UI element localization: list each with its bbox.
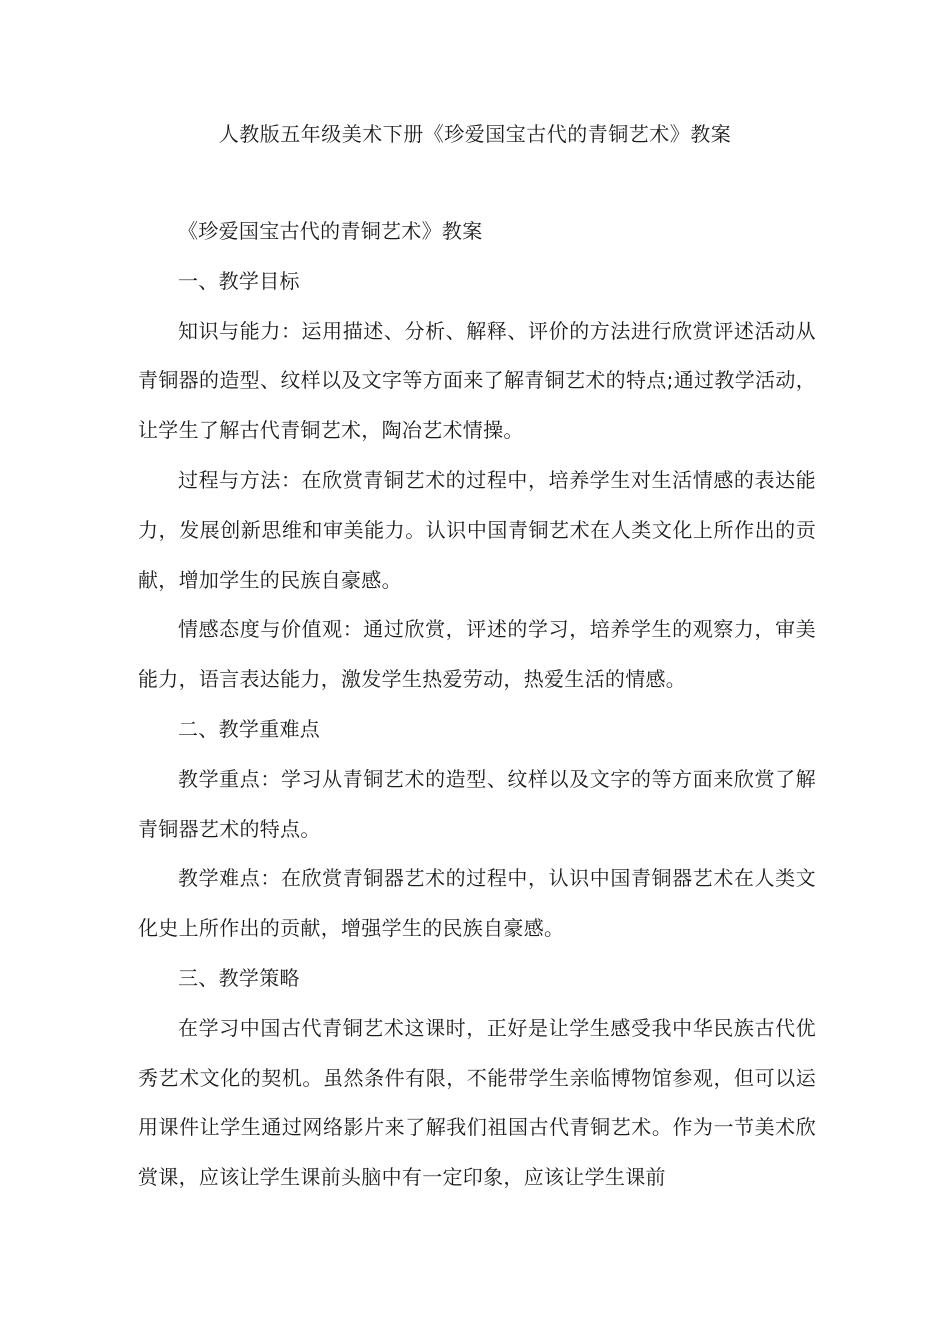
section-heading-teaching-strategy: 三、教学策略	[178, 965, 300, 990]
document-title: 人教版五年级美术下册《珍爱国宝古代的青铜艺术》教案	[218, 122, 732, 146]
paragraph-teaching-strategy: 在学习中国古代青铜艺术这课时，正好是让学生感受我中华民族古代优秀艺术文化的契机。虽然条件有限，不能带学生亲临博物馆参观，但可以运用课件让学生通过网络影片来了解我们祖国古代青铜艺术。作为一节美术欣赏课，应该让学生课前头脑中有一定印象，应该让学生课前	[138, 1015, 816, 1190]
paragraph-difficult-point: 教学难点：在欣赏青铜器艺术的过程中，认识中国青铜器艺术在人类文化史上所作出的贡献，增强学生的民族自豪感。	[138, 866, 816, 941]
paragraph-key-point: 教学重点：学习从青铜艺术的造型、纹样以及文字的等方面来欣赏了解青铜器艺术的特点。	[138, 766, 816, 841]
section-heading-key-difficult-points: 二、教学重难点	[178, 716, 321, 741]
section-heading-lesson-plan: 《珍爱国宝古代的青铜艺术》教案	[178, 219, 483, 243]
paragraph-emotion-values: 情感态度与价值观：通过欣赏，评述的学习，培养学生的观察力，审美能力，语言表达能力，激发学生热爱劳动，热爱生活的情感。	[138, 617, 816, 692]
paragraph-process-method: 过程与方法：在欣赏青铜艺术的过程中，培养学生对生活情感的表达能力，发展创新思维和审美能力。认识中国青铜艺术在人类文化上所作出的贡献，增加学生的民族自豪感。	[138, 467, 816, 592]
document-body	[138, 207, 816, 1203]
section-heading-teaching-objectives: 一、教学目标	[178, 268, 300, 293]
paragraph-knowledge-ability: 知识与能力：运用描述、分析、解释、评价的方法进行欣赏评述活动从青铜器的造型、纹样以及文字等方面来了解青铜艺术的特点;通过教学活动，让学生了解古代青铜艺术，陶冶艺术情操。	[138, 318, 816, 443]
